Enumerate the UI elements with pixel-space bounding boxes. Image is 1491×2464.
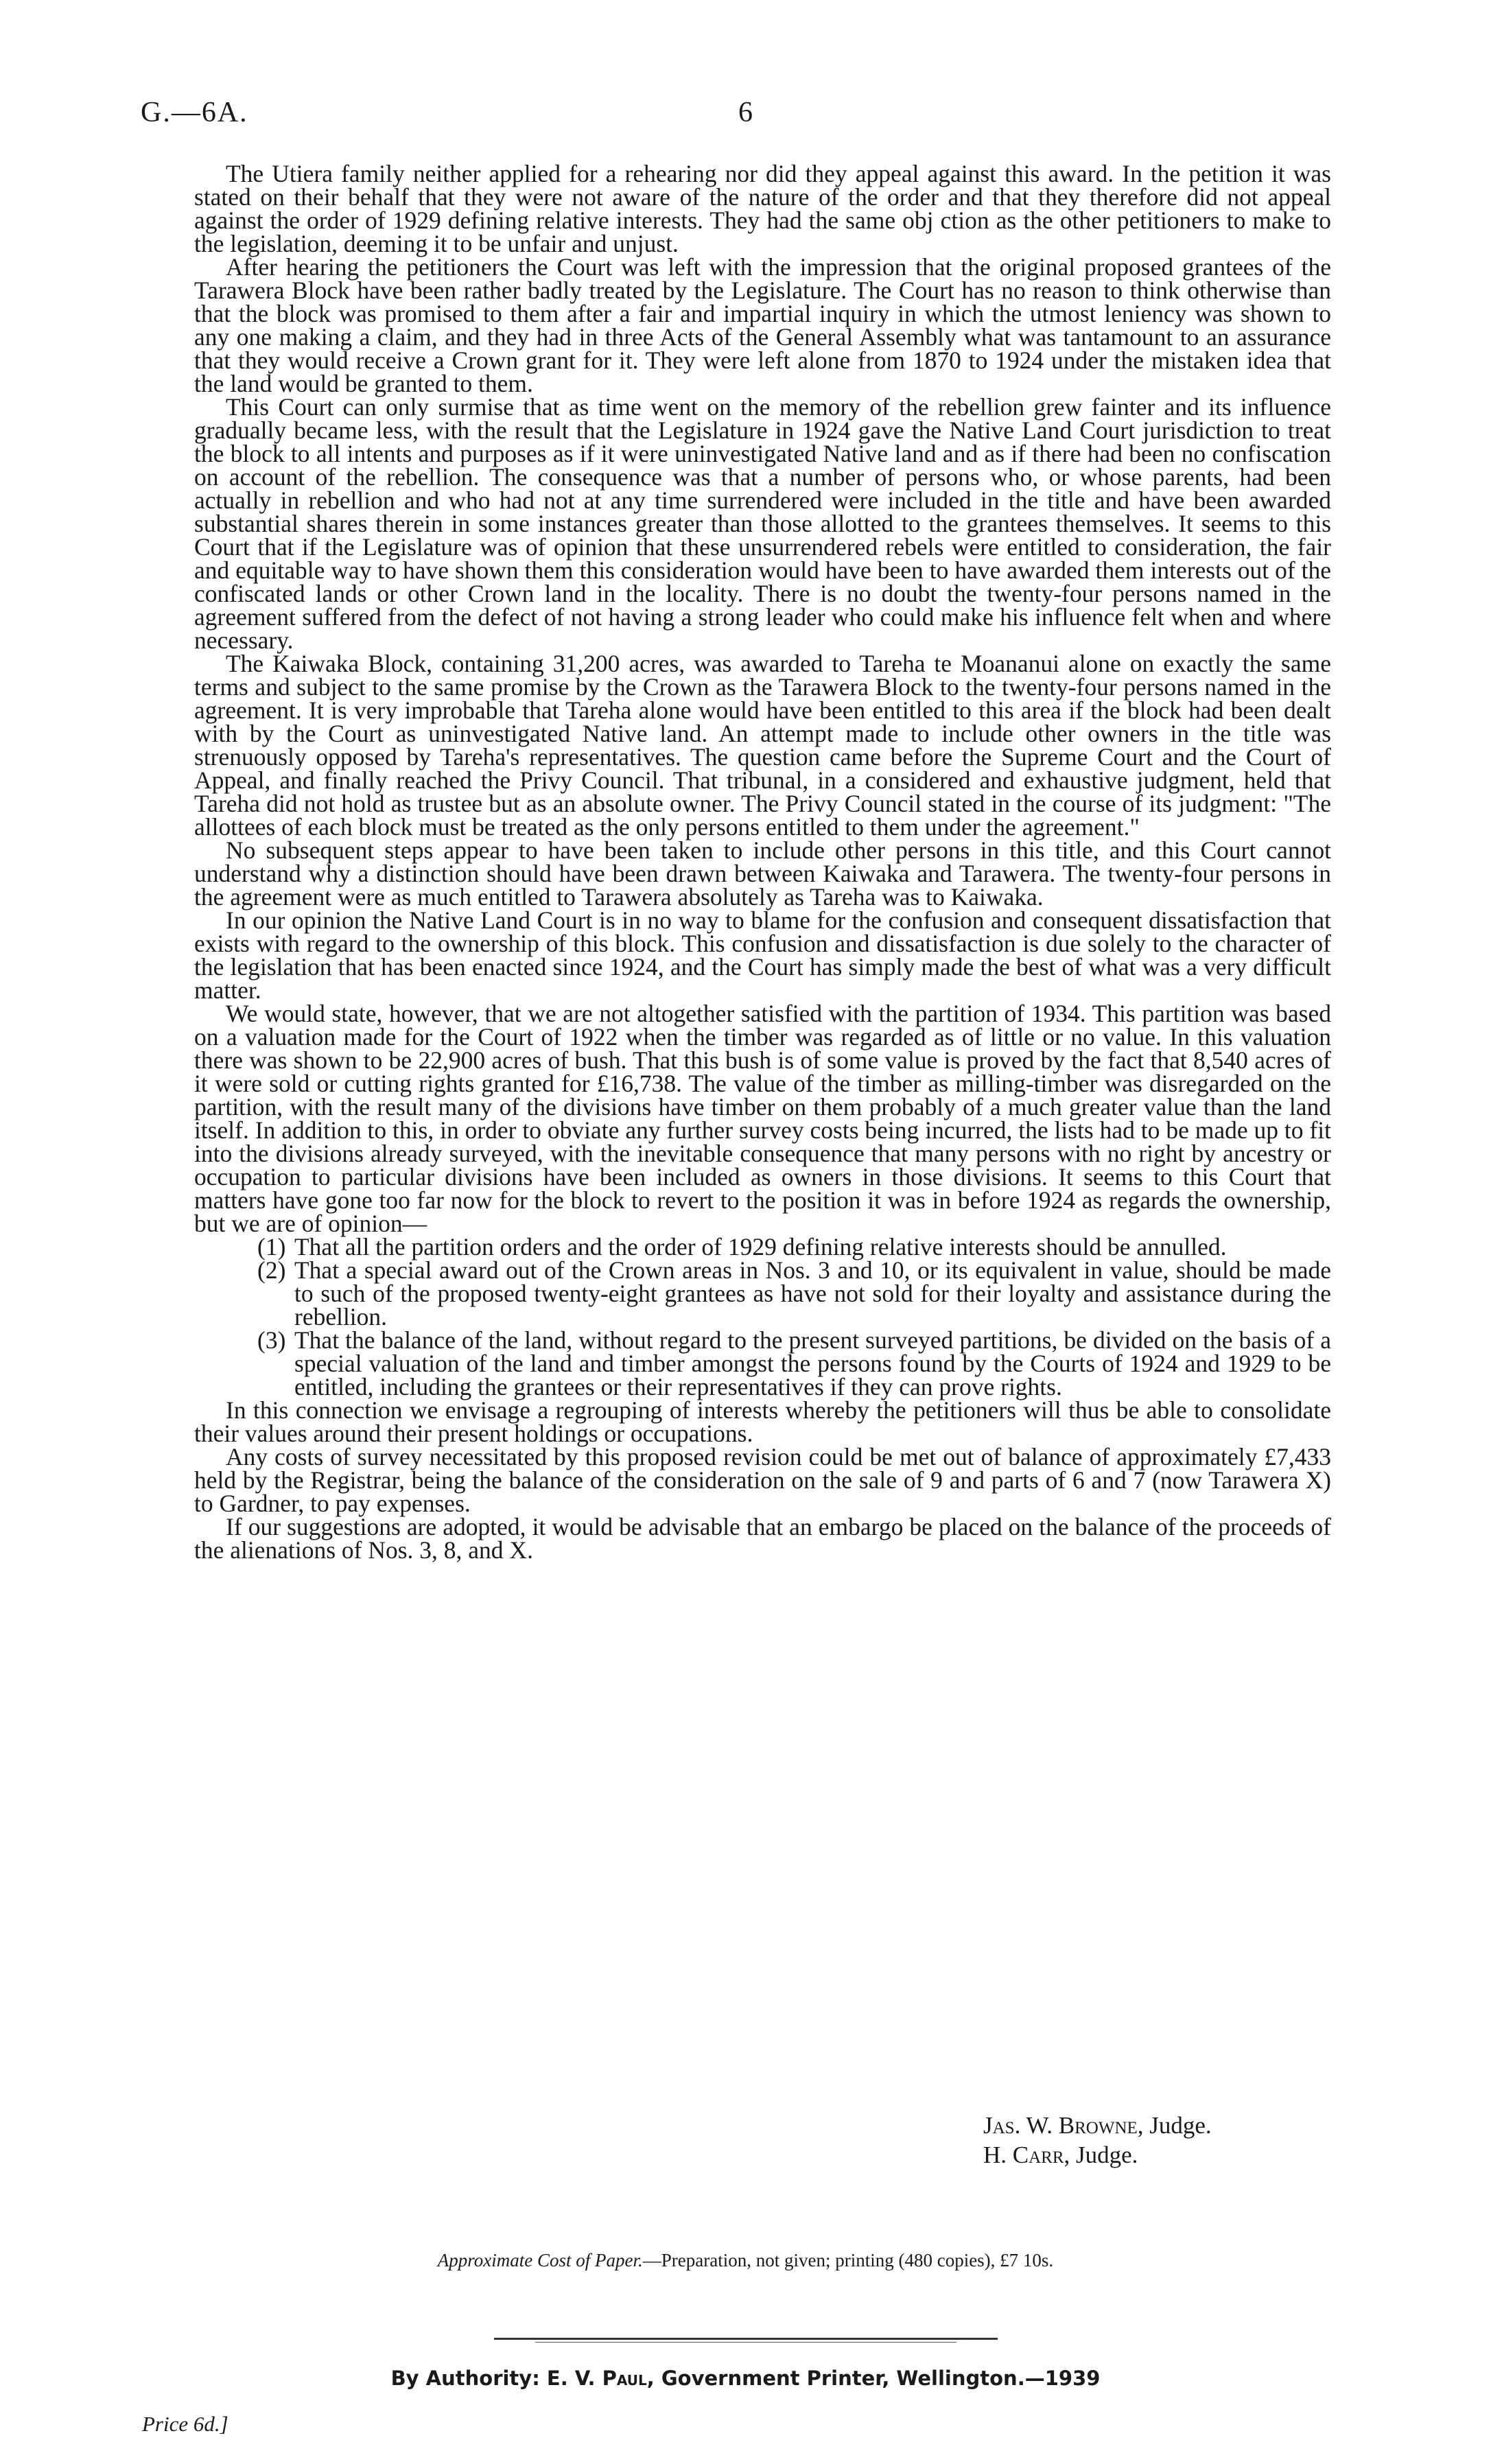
paragraph: After hearing the petitioners the Court was left with the impression that the original proposed grantees of the Tarawera Block have been rather badly treated by the Legislature. The Court has no reason to think otherwise than that the block was promised to them after a fair and impartial inquiry in which the utmost leniency was shown to any one making a claim, and they had in three Acts of the General Assembly what was tantamount to an assurance that they would receive a Crown grant for it. They were left alone from 1870 to 1924 under the mistaken idea that the land would be granted to them. [194, 253, 1331, 397]
printer-name: E. V. Paul [546, 2367, 647, 2390]
divider-rule-thin [535, 2342, 956, 2343]
page-number: 6 [738, 97, 753, 128]
paragraph: In this connection we envisage a regrouping of interests whereby the petitioners will thus be able to consolidate their values around their present holdings or occupations. [194, 1396, 1331, 1447]
paper-cost-note [0, 2250, 1491, 2271]
signature-judge-browne [983, 2111, 1212, 2140]
page-header [141, 96, 1350, 137]
divider-rule [494, 2338, 998, 2340]
opinion-item [257, 1326, 1331, 1400]
printer-details: , Government Printer, Wellington.—1939 [646, 2367, 1101, 2390]
paragraph: This Court can only surmise that as time went on the memory of the rebellion grew fainter and its influence gradually became less, with the result that the Legislature in 1924 gave the Native Land Court jurisdiction to treat the block to all intents and purposes as if it were uninvestigated Native land and as if there had been no confiscation on account of the rebellion. The consequence was that a number of persons who, or whose parents, had been actually in rebellion and who had not at any time surrendered were included in the title and have been awarded substantial shares therein in some instances greater than those allotted to the grantees themselves. It seems to this Court that if the Legislature was of opinion that these unsurrendered rebels were entitled to consideration, the fair and equitable way to have shown them this consideration would have been to have awarded them interests out of the confiscated lands or other Crown land in the locality. There is no doubt the twenty-four persons named in the agreement suffered from the defect of not having a strong leader who could make his influence felt when and where necessary. [194, 393, 1331, 654]
judge-name: H. Carr [983, 2142, 1064, 2168]
opinion-item [257, 1256, 1331, 1330]
signature-block [983, 2111, 1212, 2170]
cost-text: —Preparation, not given; printing (480 copies), £7 10s. [642, 2250, 1054, 2271]
paragraph: The Kaiwaka Block, containing 31,200 acres, was awarded to Tareha te Moananui alone on exactly the same terms and subject to the same promise by the Crown as the Tarawera Block to the twenty-four persons named in the agreement. It is very improbable that Tareha alone would have been entitled to this area if the block had been dealt with by the Court as uninvestigated Native land. An attempt made to include other owners in the title was strenuously opposed by Tareha's representatives. The question came before the Supreme Court and the Court of Appeal, and finally reached the Privy Council. That tribunal, in a considered and exhaustive judgment, held that Tareha did not hold as trustee but as an absolute owner. The Privy Council stated in the course of its judgment: "The allottees of each block must be treated as the only persons entitled to them under the agreement." [194, 650, 1331, 841]
opinion-item-number: (3) [257, 1326, 286, 1354]
document-reference: G.—6A. [141, 97, 248, 128]
paragraph: We would state, however, that we are not altogether satisfied with the partition of 1934. This partition was based on a valuation made for the Court of 1922 when the timber was regarded as of little or no value. In this valuation there was shown to be 22,900 acres of bush. That this bush is of some value is proved by the fact that 8,540 acres of it were sold or cutting rights granted for £16,738. The value of the timber as milling-timber was disregarded on the partition, with the result many of the divisions have timber on them probably of a much greater value than the land itself. In addition to this, in order to obviate any further survey costs being incurred, the lists had to be made up to fit into the divisions already surveyed, with the inevitable consequence that many persons with no right by ancestry or occupation to particular divisions have been included as owners in those divisions. It seems to this Court that matters have gone too far now for the block to revert to the position it was in before 1924 as regards the ownership, but we are of opinion— [194, 1000, 1331, 1237]
printer-authority [0, 2367, 1491, 2390]
signature-judge-carr [983, 2140, 1212, 2170]
paragraph: Any costs of survey necessitated by this proposed revision could be met out of balance of approximately £7,433 held by the Registrar, being the balance of the consideration on the sale of 9 and parts of 6 and 7 (now Tarawera X) to Gardner, to pay expenses. [194, 1443, 1331, 1517]
opinion-item-number: (1) [257, 1233, 286, 1260]
paragraph: The Utiera family neither applied for a rehearing nor did they appeal against this award. In the petition it was stated on their behalf that they were not aware of the nature of the order and that they therefore did not appeal against the order of 1929 defining relative interests. They had the same obj ction as the other petitioners to make to the legislation, deeming it to be unfair and unjust. [194, 160, 1331, 257]
opinion-item [257, 1233, 1331, 1260]
opinion-item-text: That all the partition orders and the order of 1929 defining relative interests should be annulled. [294, 1233, 1227, 1260]
paragraph: If our suggestions are adopted, it would be advisable that an embargo be placed on the balance of the proceeds of the alienations of Nos. 3, 8, and X. [194, 1513, 1331, 1564]
judge-name: Jas. W. Browne [983, 2112, 1138, 2139]
opinion-item-text: That the balance of the land, without regard to the present surveyed partitions, be divided on the basis of a special valuation of the land and timber amongst the persons found by the Courts of 1924 and 1929 to be entitled, including the grantees or their representatives if they can prove rights. [294, 1326, 1331, 1400]
opinion-item-text: That a special award out of the Crown areas in Nos. 3 and 10, or its equivalent in value, should be made to such of the proposed twenty-eight grantees as have not sold for their loyalty and assistance during the rebellion. [294, 1256, 1331, 1330]
paragraph: No subsequent steps appear to have been taken to include other persons in this title, and this Court cannot understand why a distinction should have been drawn between Kaiwaka and Tarawera. The twenty-four persons in the agreement were as much entitled to Tarawera absolutely as Tareha was to Kaiwaka. [194, 836, 1331, 911]
judge-title: , Judge. [1064, 2142, 1138, 2168]
authority-label: By Authority: [390, 2367, 540, 2390]
opinion-list [194, 1235, 1331, 1398]
paragraph: In our opinion the Native Land Court is in no way to blame for the confusion and consequent dissatisfaction that exists with regard to the ownership of this block. This confusion and dissatisfaction is due solely to the character of the legislation that has been enacted since 1924, and the Court has simply made the best of what was a very difficult matter. [194, 906, 1331, 1004]
body-text [194, 162, 1331, 1562]
price-note: Price 6d.] [142, 2412, 228, 2436]
opinion-item-number: (2) [257, 1256, 286, 1284]
cost-label: Approximate Cost of Paper. [437, 2250, 643, 2271]
judge-title: , Judge. [1137, 2112, 1212, 2139]
